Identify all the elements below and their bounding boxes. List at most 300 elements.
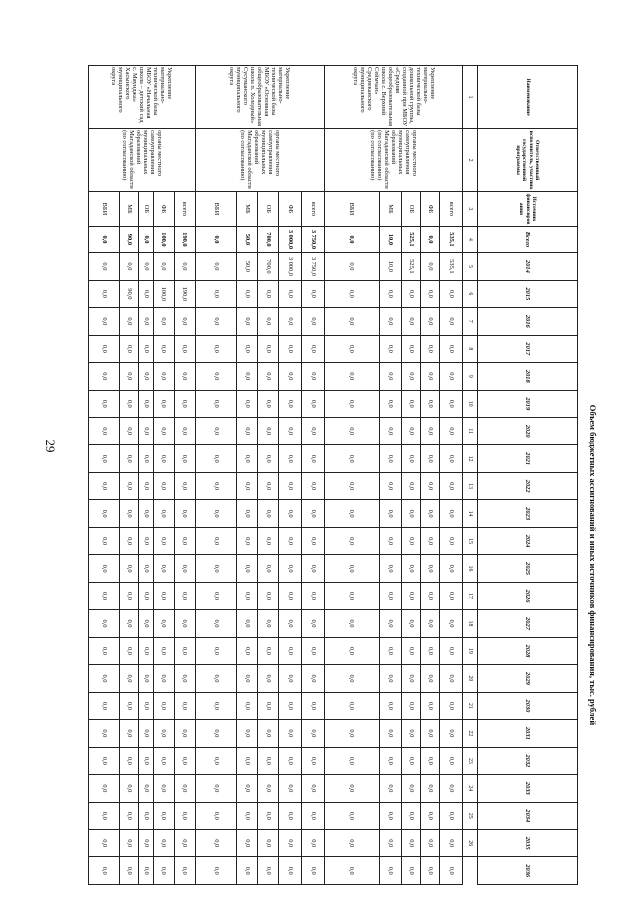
- row-value: 0,0: [379, 802, 402, 829]
- row-value: 0,0: [139, 637, 154, 664]
- row-value: 0,0: [421, 472, 440, 499]
- row-value: 0,0: [174, 802, 195, 829]
- row-value: 0,0: [258, 280, 279, 307]
- row-value: 0,0: [379, 692, 402, 719]
- row-value: 0,0: [440, 747, 463, 774]
- row-value: 0,0: [279, 830, 302, 857]
- row-value: 0,0: [279, 720, 302, 747]
- row-value: 0,0: [258, 857, 279, 885]
- row-value: 0,0: [421, 253, 440, 280]
- row-value: 0,0: [258, 363, 279, 390]
- column-number: 23: [463, 747, 478, 774]
- row-value: 0,0: [237, 280, 258, 307]
- row-value: 0,0: [258, 555, 279, 582]
- row-value: 0,0: [421, 857, 440, 885]
- row-value: 0,0: [258, 665, 279, 692]
- amount-caption: [578, 65, 606, 885]
- row-value: 0,0: [440, 720, 463, 747]
- row-value: 0,0: [325, 363, 379, 390]
- row-value: 0,0: [195, 802, 237, 829]
- row-value: 0,0: [153, 692, 174, 719]
- row-value: 0,0: [402, 445, 421, 472]
- row-value: 0,0: [89, 637, 120, 664]
- row-value: 0,0: [402, 802, 421, 829]
- row-total: 50,0: [237, 226, 258, 252]
- header-year: 2020: [477, 417, 577, 444]
- row-value: 0,0: [120, 335, 139, 362]
- row-value: 0,0: [402, 527, 421, 554]
- row-value: 0,0: [89, 472, 120, 499]
- row-value: 0,0: [120, 830, 139, 857]
- row-source: ВБИ: [325, 192, 379, 227]
- row-value: 0,0: [237, 665, 258, 692]
- header-year: 2028: [477, 637, 577, 664]
- row-source: ФБ: [153, 192, 174, 227]
- row-value: 0,0: [139, 720, 154, 747]
- column-number: 19: [463, 637, 478, 664]
- rotated-landscape-page: [88, 65, 606, 885]
- row-value: 0,0: [325, 417, 379, 444]
- row-value: 0,0: [153, 390, 174, 417]
- row-value: 0,0: [279, 857, 302, 885]
- row-value: 0,0: [279, 582, 302, 609]
- budget-sheet: [88, 65, 606, 885]
- row-value: 0,0: [89, 390, 120, 417]
- row-value: 0,0: [402, 637, 421, 664]
- row-total: 700,0: [258, 226, 279, 252]
- row-value: 0,0: [153, 775, 174, 802]
- amount-header: Объем бюджетных ассигнований и иных источников финансирования, тыс. рублей: [588, 404, 598, 726]
- column-number: 1: [463, 66, 478, 129]
- row-value: 0,0: [402, 665, 421, 692]
- row-value: 0,0: [379, 527, 402, 554]
- row-value: 3 750,0: [302, 253, 325, 280]
- row-value: 0,0: [402, 720, 421, 747]
- row-value: 0,0: [379, 747, 402, 774]
- row-value: 0,0: [325, 637, 379, 664]
- row-value: 0,0: [440, 335, 463, 362]
- row-value: 0,0: [153, 527, 174, 554]
- row-value: 0,0: [302, 390, 325, 417]
- row-value: 0,0: [195, 308, 237, 335]
- row-value: 0,0: [174, 747, 195, 774]
- header-row: [477, 66, 577, 885]
- header-year: 2035: [477, 830, 577, 857]
- row-value: 0,0: [195, 500, 237, 527]
- row-value: 0,0: [237, 500, 258, 527]
- row-value: 0,0: [153, 720, 174, 747]
- row-value: 0,0: [89, 610, 120, 637]
- row-value: 0,0: [325, 472, 379, 499]
- row-value: 0,0: [325, 665, 379, 692]
- row-value: 0,0: [421, 775, 440, 802]
- row-value: 0,0: [237, 555, 258, 582]
- row-value: 0,0: [379, 335, 402, 362]
- row-value: 0,0: [279, 637, 302, 664]
- row-value: 0,0: [258, 308, 279, 335]
- row-total: 0,0: [421, 226, 440, 252]
- header-year: 2033: [477, 775, 577, 802]
- row-value: 0,0: [89, 280, 120, 307]
- header-year: 2017: [477, 335, 577, 362]
- row-total: 190,0: [174, 226, 195, 252]
- row-source: ВБИ: [89, 192, 120, 227]
- row-value: 0,0: [379, 582, 402, 609]
- row-value: 0,0: [379, 308, 402, 335]
- row-value: 0,0: [421, 692, 440, 719]
- row-value: 0,0: [279, 472, 302, 499]
- row-value: 0,0: [421, 417, 440, 444]
- row-value: 0,0: [195, 417, 237, 444]
- row-value: 0,0: [195, 280, 237, 307]
- row-executor: органы местного самоуправления муниципальных образований Магаданской области (по согласованию) (по согласованию): [325, 129, 463, 192]
- row-value: 0,0: [153, 802, 174, 829]
- row-value: 525,1: [402, 253, 421, 280]
- row-value: 0,0: [279, 555, 302, 582]
- row-value: 0,0: [139, 857, 154, 885]
- row-value: 0,0: [325, 802, 379, 829]
- row-value: 0,0: [237, 335, 258, 362]
- row-value: 0,0: [379, 637, 402, 664]
- row-value: 0,0: [139, 747, 154, 774]
- row-value: 0,0: [258, 637, 279, 664]
- row-value: 0,0: [120, 390, 139, 417]
- row-value: 0,0: [279, 775, 302, 802]
- row-source: ВБИ: [195, 192, 237, 227]
- row-value: 0,0: [120, 417, 139, 444]
- row-value: 0,0: [302, 830, 325, 857]
- row-value: 0,0: [120, 802, 139, 829]
- row-total: 3 000,0: [279, 226, 302, 252]
- column-number: 11: [463, 417, 478, 444]
- row-total: 0,0: [325, 226, 379, 252]
- row-value: 0,0: [174, 472, 195, 499]
- row-value: 0,0: [302, 802, 325, 829]
- row-value: 0,0: [325, 390, 379, 417]
- row-value: 0,0: [325, 555, 379, 582]
- row-value: 0,0: [379, 665, 402, 692]
- row-value: 0,0: [258, 720, 279, 747]
- row-value: 0,0: [421, 610, 440, 637]
- row-value: 0,0: [89, 363, 120, 390]
- row-value: 0,0: [153, 857, 174, 885]
- row-value: 0,0: [440, 555, 463, 582]
- header-year: 2014: [477, 253, 577, 280]
- row-value: 0,0: [120, 610, 139, 637]
- row-value: 700,0: [258, 253, 279, 280]
- row-source: ОБ: [258, 192, 279, 227]
- row-source: всего: [440, 192, 463, 227]
- row-value: 0,0: [279, 280, 302, 307]
- row-value: 0,0: [139, 582, 154, 609]
- row-value: 0,0: [379, 775, 402, 802]
- row-value: 0,0: [153, 637, 174, 664]
- row-value: 0,0: [174, 363, 195, 390]
- table-row: [174, 66, 195, 885]
- row-value: 0,0: [153, 335, 174, 362]
- row-value: 0,0: [237, 445, 258, 472]
- row-value: 0,0: [89, 445, 120, 472]
- row-value: 0,0: [440, 363, 463, 390]
- row-value: 0,0: [440, 775, 463, 802]
- row-source: ФБ: [279, 192, 302, 227]
- row-value: 0,0: [89, 335, 120, 362]
- row-value: 0,0: [258, 335, 279, 362]
- page-number: 29: [43, 439, 58, 453]
- header-year: 2025: [477, 555, 577, 582]
- row-value: 0,0: [302, 445, 325, 472]
- column-number: 2: [463, 129, 478, 192]
- row-total: 100,0: [153, 226, 174, 252]
- row-value: 0,0: [89, 417, 120, 444]
- row-value: 0,0: [139, 445, 154, 472]
- row-value: 0,0: [302, 555, 325, 582]
- row-value: 0,0: [195, 665, 237, 692]
- header-year: 2021: [477, 445, 577, 472]
- row-value: 0,0: [421, 747, 440, 774]
- row-value: 0,0: [325, 527, 379, 554]
- row-value: 0,0: [237, 720, 258, 747]
- row-value: 0,0: [237, 692, 258, 719]
- row-value: 0,0: [139, 555, 154, 582]
- row-value: 0,0: [302, 720, 325, 747]
- row-value: 0,0: [440, 830, 463, 857]
- row-value: 0,0: [258, 582, 279, 609]
- row-value: 0,0: [379, 445, 402, 472]
- column-number: 21: [463, 692, 478, 719]
- row-source: всего: [174, 192, 195, 227]
- row-value: 90,0: [120, 280, 139, 307]
- row-value: 0,0: [153, 555, 174, 582]
- row-value: 0,0: [302, 417, 325, 444]
- row-value: 0,0: [302, 665, 325, 692]
- row-value: 0,0: [174, 555, 195, 582]
- row-total: 0,0: [89, 226, 120, 252]
- row-value: 0,0: [174, 665, 195, 692]
- row-value: 0,0: [195, 637, 237, 664]
- row-value: 0,0: [120, 555, 139, 582]
- row-value: 0,0: [139, 830, 154, 857]
- row-executor: органы местного самоуправления муниципальных образований Магаданской области (по согласованию): [195, 129, 325, 192]
- row-value: 0,0: [379, 390, 402, 417]
- row-value: 0,0: [237, 857, 258, 885]
- column-number: 15: [463, 527, 478, 554]
- header-year: 2027: [477, 610, 577, 637]
- row-value: 0,0: [402, 610, 421, 637]
- row-value: 0,0: [440, 527, 463, 554]
- row-value: 0,0: [120, 692, 139, 719]
- row-value: 0,0: [174, 720, 195, 747]
- row-value: 0,0: [379, 417, 402, 444]
- row-name: Укрепление материально-технической базы МБОУ «Основная общеобразовательная школа п. Холодный» Сусуманского муниципального округа: [195, 66, 325, 129]
- row-value: 0,0: [421, 665, 440, 692]
- row-source: ОБ: [402, 192, 421, 227]
- row-value: 0,0: [89, 253, 120, 280]
- row-value: 0,0: [402, 830, 421, 857]
- row-value: 0,0: [402, 308, 421, 335]
- header-year: 2031: [477, 720, 577, 747]
- header-year: 2029: [477, 665, 577, 692]
- row-value: 0,0: [120, 665, 139, 692]
- row-value: 0,0: [120, 472, 139, 499]
- row-value: 0,0: [89, 500, 120, 527]
- row-value: 0,0: [237, 802, 258, 829]
- row-value: 0,0: [402, 857, 421, 885]
- row-value: 0,0: [302, 500, 325, 527]
- row-value: 0,0: [440, 857, 463, 885]
- row-value: 0,0: [379, 720, 402, 747]
- row-value: 0,0: [302, 857, 325, 885]
- row-value: 0,0: [120, 775, 139, 802]
- row-value: 0,0: [237, 775, 258, 802]
- row-value: 0,0: [153, 472, 174, 499]
- row-value: 10,0: [379, 253, 402, 280]
- row-value: 0,0: [325, 610, 379, 637]
- header-year: 2015: [477, 280, 577, 307]
- row-value: 0,0: [402, 747, 421, 774]
- row-value: 0,0: [421, 802, 440, 829]
- row-value: 100,0: [153, 280, 174, 307]
- row-value: 0,0: [139, 308, 154, 335]
- row-value: 0,0: [325, 830, 379, 857]
- row-value: 0,0: [302, 335, 325, 362]
- row-value: 0,0: [195, 363, 237, 390]
- row-value: 0,0: [325, 500, 379, 527]
- row-value: 0,0: [440, 445, 463, 472]
- column-number: 14: [463, 500, 478, 527]
- column-number: 26: [463, 830, 478, 857]
- row-value: 0,0: [174, 308, 195, 335]
- row-value: 0,0: [279, 390, 302, 417]
- row-value: 0,0: [279, 527, 302, 554]
- row-value: 0,0: [258, 417, 279, 444]
- row-value: 0,0: [237, 527, 258, 554]
- row-value: 0,0: [120, 637, 139, 664]
- row-value: 0,0: [421, 280, 440, 307]
- row-value: 0,0: [120, 363, 139, 390]
- row-value: 0,0: [174, 445, 195, 472]
- row-value: 0,0: [302, 280, 325, 307]
- row-value: 0,0: [421, 390, 440, 417]
- row-value: 0,0: [237, 472, 258, 499]
- row-value: 0,0: [258, 500, 279, 527]
- row-value: 0,0: [195, 527, 237, 554]
- row-value: 0,0: [139, 253, 154, 280]
- row-value: 0,0: [153, 830, 174, 857]
- table-row: [440, 66, 463, 885]
- row-value: 0,0: [153, 253, 174, 280]
- row-value: 0,0: [302, 472, 325, 499]
- row-value: 0,0: [325, 775, 379, 802]
- column-number: 18: [463, 610, 478, 637]
- row-value: 0,0: [440, 308, 463, 335]
- row-value: 0,0: [174, 390, 195, 417]
- row-source: ФБ: [421, 192, 440, 227]
- column-number: 3: [463, 192, 478, 227]
- row-value: 0,0: [195, 472, 237, 499]
- column-number: 24: [463, 775, 478, 802]
- row-value: 0,0: [402, 555, 421, 582]
- row-value: 0,0: [237, 637, 258, 664]
- row-value: 0,0: [153, 610, 174, 637]
- row-value: 0,0: [89, 308, 120, 335]
- row-total: 10,0: [379, 226, 402, 252]
- row-value: 0,0: [440, 692, 463, 719]
- row-value: 0,0: [379, 363, 402, 390]
- row-value: 0,0: [402, 500, 421, 527]
- row-value: 0,0: [139, 527, 154, 554]
- row-value: 0,0: [195, 390, 237, 417]
- header-year: 2026: [477, 582, 577, 609]
- row-value: 0,0: [440, 582, 463, 609]
- row-value: 0,0: [153, 665, 174, 692]
- row-value: 0,0: [174, 582, 195, 609]
- row-value: 0,0: [120, 253, 139, 280]
- row-value: 0,0: [120, 527, 139, 554]
- column-number: 6: [463, 280, 478, 307]
- row-value: 0,0: [195, 775, 237, 802]
- row-name: Укрепление материально-технической базы дошкольной группы, созданной при МБОУ «Средняя общеобразовательная школа с. Верхний Сеймчан» Среднеканского муниципального округа: [325, 66, 463, 129]
- row-value: 0,0: [174, 610, 195, 637]
- row-value: 0,0: [120, 857, 139, 885]
- row-value: 0,0: [195, 720, 237, 747]
- row-value: 0,0: [153, 308, 174, 335]
- row-value: 0,0: [89, 665, 120, 692]
- row-value: 0,0: [153, 747, 174, 774]
- header-executor: Ответственный исполнитель, участник государственной программы: [477, 129, 577, 192]
- row-value: 0,0: [195, 692, 237, 719]
- row-value: 0,0: [379, 280, 402, 307]
- row-value: 0,0: [302, 610, 325, 637]
- row-value: 0,0: [258, 445, 279, 472]
- row-value: 0,0: [325, 692, 379, 719]
- row-executor: органы местного самоуправления муниципальных образований Магаданской области (по согласованию): [89, 129, 196, 192]
- column-number-row: [463, 66, 478, 885]
- row-value: 0,0: [402, 390, 421, 417]
- funding-table: [88, 65, 578, 885]
- row-value: 0,0: [174, 335, 195, 362]
- column-number: 4: [463, 226, 478, 252]
- header-total: Всего: [477, 226, 577, 252]
- row-total: 535,1: [440, 226, 463, 252]
- header-year: 2019: [477, 390, 577, 417]
- row-value: 0,0: [421, 500, 440, 527]
- row-value: 0,0: [237, 582, 258, 609]
- row-value: 0,0: [402, 582, 421, 609]
- row-value: 0,0: [302, 747, 325, 774]
- row-name: Укрепление материально-технической базы МБОУ «Начальная школа – детский сад с. Мяунджа» Хасынского муниципального округа: [89, 66, 196, 129]
- row-value: 0,0: [440, 280, 463, 307]
- row-value: 0,0: [139, 802, 154, 829]
- row-value: 0,0: [440, 802, 463, 829]
- row-value: 0,0: [325, 582, 379, 609]
- row-value: 0,0: [89, 720, 120, 747]
- column-number: 25: [463, 802, 478, 829]
- row-value: 0,0: [237, 308, 258, 335]
- column-number: 5: [463, 253, 478, 280]
- row-value: 0,0: [195, 857, 237, 885]
- row-value: 0,0: [279, 363, 302, 390]
- row-value: 0,0: [379, 555, 402, 582]
- row-value: 0,0: [120, 500, 139, 527]
- row-value: 0,0: [421, 308, 440, 335]
- row-value: 0,0: [421, 720, 440, 747]
- row-value: 0,0: [379, 857, 402, 885]
- row-value: 0,0: [325, 308, 379, 335]
- row-value: 0,0: [195, 610, 237, 637]
- column-number: 16: [463, 555, 478, 582]
- row-value: 0,0: [402, 692, 421, 719]
